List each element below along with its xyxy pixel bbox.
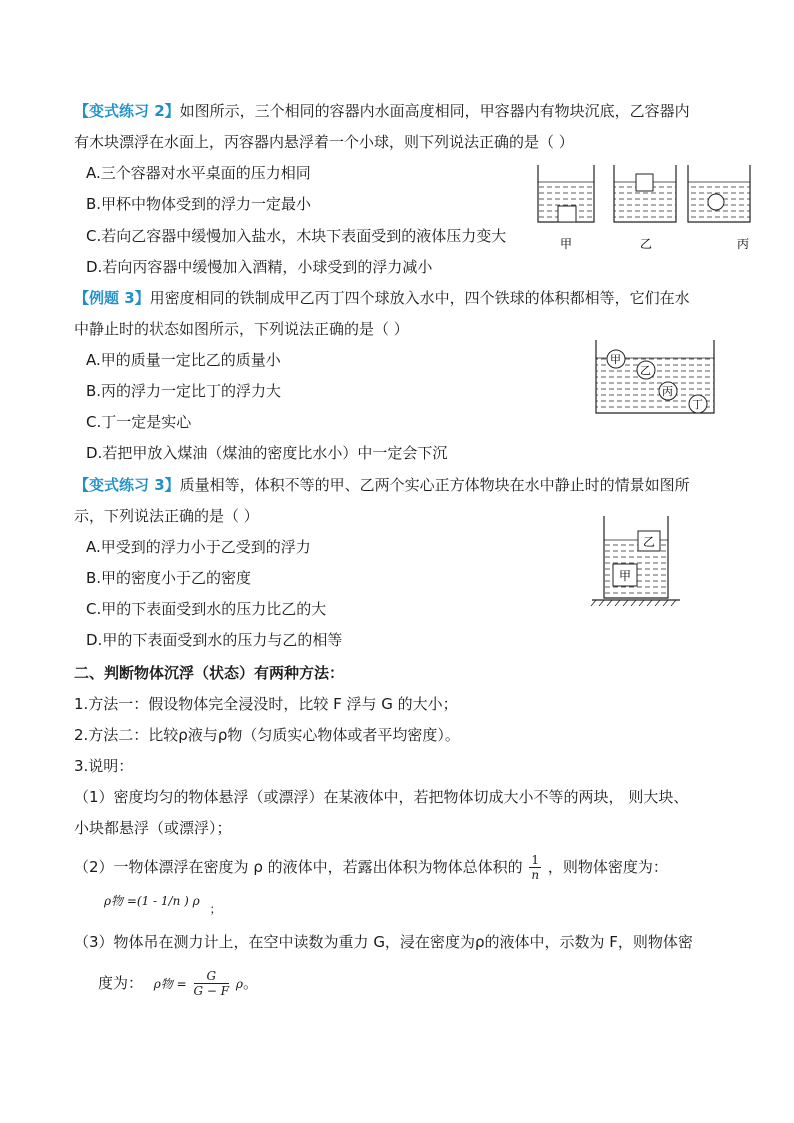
ex3b-option-a: A.甲受到的浮力小于乙受到的浮力: [86, 538, 311, 556]
suspended-ball: [708, 194, 724, 210]
container-label-jia: 甲: [560, 237, 573, 251]
sunk-block: [558, 206, 576, 222]
ex3-stem1: 用密度相同的铁制成甲乙丙丁四个球放入水中，四个铁球的体积都相等，它们在水: [149, 289, 690, 307]
ex2-option-b: B.甲杯中物体受到的浮力一定最小: [86, 195, 312, 213]
ex3b-stem-line1: [74, 475, 690, 495]
note-3-text: 度为：: [98, 974, 144, 992]
ex3-option-c: C.丁一定是实心: [86, 413, 192, 431]
ex2-stem-line2: 有木块漂浮在水面上，丙容器内悬浮着一个小球，则下列说法正确的是（ ）: [74, 133, 574, 151]
note-2-text-b: ，则物体密度为：: [547, 858, 668, 876]
table-hatch: [591, 600, 676, 606]
container-label-yi: 乙: [640, 237, 653, 251]
section2-heading: 二、判断物体沉浮（状态）有两种方法：: [74, 664, 345, 682]
ex3b-option-d: D.甲的下表面受到水的压力与乙的相等: [86, 631, 343, 649]
method-two: 2.方法二：比较ρ液与ρ物（匀质实心物体或者平均密度）。: [74, 726, 460, 744]
svg-text:甲: 甲: [619, 569, 632, 583]
ex3b-stem1: 质量相等，体积不等的甲、乙两个实心正方体物块在水中静止时的情景如图所: [179, 476, 690, 494]
container-jia: [538, 165, 594, 251]
floating-wood-block: [636, 174, 653, 191]
note-2-text-a: （2）一物体漂浮在密度为 ρ 的液体中，若露出体积为物体总体积的: [74, 858, 523, 876]
svg-text:丁: 丁: [692, 398, 703, 411]
ex3-stem-line1: [74, 288, 690, 308]
note-2-line1: [74, 853, 668, 882]
ex3-tag: 【例题 3】: [74, 289, 150, 307]
notes-heading: 3.说明：: [74, 757, 134, 775]
three-containers-figure: [530, 160, 760, 260]
ex2-tag: 【变式练习 2】: [74, 102, 180, 120]
ex3-option-d: D.若把甲放入煤油（煤油的密度比水小）中一定会下沉: [86, 444, 448, 462]
ex2-stem1: 如图所示，三个相同的容器内水面高度相同，甲容器内有物块沉底，乙容器内: [179, 102, 690, 120]
svg-text:乙: 乙: [643, 535, 656, 549]
ex3-option-a: A.甲的质量一定比乙的质量小: [86, 351, 281, 369]
ex3b-option-c: C.甲的下表面受到水的压力比乙的大: [86, 600, 327, 618]
note-2-formula: ρ物 =(1 - 1/n ) ρ ；: [104, 894, 222, 916]
ball-bing: [659, 382, 677, 400]
ex3-option-b: B.丙的浮力一定比丁的浮力大: [86, 382, 282, 400]
container-yi: [614, 165, 676, 251]
method-one: 1.方法一：假设物体完全浸没时，比较 F 浮与 G 的大小；: [74, 695, 458, 713]
ex3b-stem-line2: 示，下列说法正确的是（ ）: [74, 507, 259, 525]
note-3-fraction: $\frac{G}{G - F}$: [193, 969, 230, 998]
note-3-line2: 度为： ρ物 = $\frac{G}{G - F}$ ρ。: [98, 969, 258, 998]
svg-text:乙: 乙: [640, 364, 651, 377]
note-3-line1: （3）物体吊在测力计上，在空中读数为重力 G，浸在密度为ρ的液体中，示数为 F，则物体密: [74, 933, 693, 951]
note-1-line2: 小块都悬浮（或漂浮）；: [74, 819, 232, 837]
ex2-option-d: D.若向丙容器中缓慢加入酒精，小球受到的浮力减小: [86, 258, 433, 276]
ball-yi: [637, 361, 655, 379]
cube-yi: [638, 531, 660, 551]
container-bing: [688, 165, 750, 251]
ex3b-tag: 【变式练习 3】: [74, 476, 180, 494]
svg-text:甲: 甲: [610, 353, 621, 366]
four-balls-figure: [592, 338, 720, 418]
ex2-option-c: C.若向乙容器中缓慢加入盐水，木块下表面受到的液体压力变大: [86, 227, 507, 245]
ex3-stem-line2: 中静止时的状态如图所示，下列说法正确的是（ ）: [74, 320, 409, 338]
note-1-line1: （1）密度均匀的物体悬浮（或漂浮）在某液体中，若把物体切成大小不等的两块， 则大块、: [74, 788, 689, 806]
ball-jia: [607, 350, 625, 368]
ex3b-option-b: B.甲的密度小于乙的密度: [86, 569, 252, 587]
svg-text:丙: 丙: [662, 385, 673, 398]
ex2-option-a: A.三个容器对水平桌面的压力相同: [86, 164, 311, 182]
cube-jia: [613, 564, 637, 586]
container-label-bing: 丙: [737, 237, 750, 251]
ball-ding: [689, 395, 707, 413]
note-2-fraction: $\frac{1}{n}$: [531, 853, 540, 882]
ex2-stem-line1: [74, 101, 690, 121]
two-cubes-figure: [588, 512, 684, 608]
